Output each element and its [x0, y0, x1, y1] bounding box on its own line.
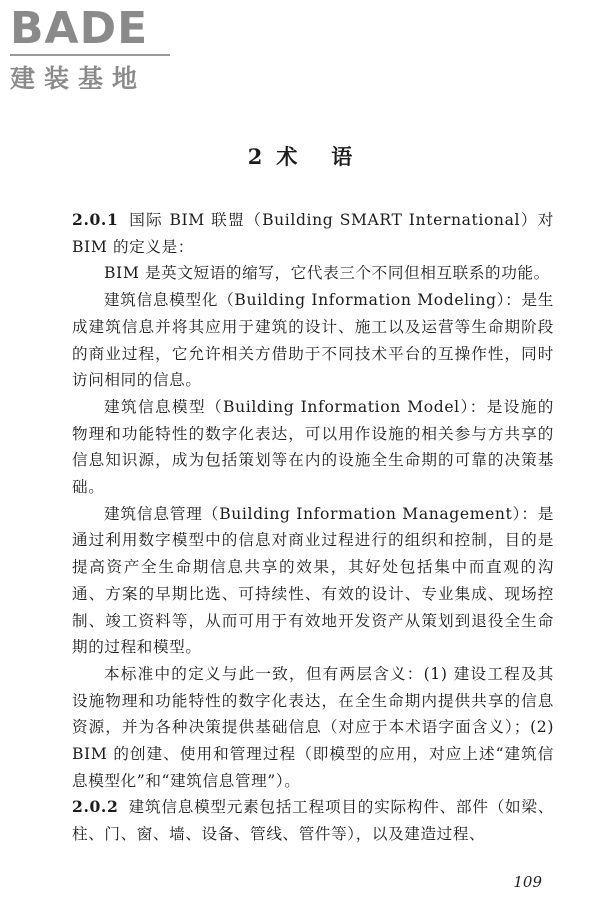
paragraph: 本标准中的定义与此一致，但有两层含义：(1) 建设工程及其设施物理和功能特性的数字化表达，在全生命期内提供共享的信息资源，并为各种决策提供基础信息（对应于本术语字面含义）；(2) BIM 的创建、使用和管理过程（即模型的应用，对应上述“建筑信息模型化”和“建筑信息管理”）。 [72, 664, 554, 790]
clause-number: 2.0.1 [72, 210, 119, 229]
logo-wordmark: BADE [10, 3, 149, 54]
paragraph: BIM 是英文短语的缩写，它代表三个不同但相互联系的功能。 [104, 264, 550, 283]
paragraph: 建筑信息模型（Building Information Model）：是设施的物理和功能特性的数字化表达，可以用作设施的相关参与方共享的信息知识源，成为包括策划等在内的设施全生命期的可靠的决策基础。 [72, 397, 554, 497]
clause-2-0-1 [72, 207, 554, 260]
logo-subtitle: 建装基地 [10, 64, 147, 93]
publisher-logo [10, 3, 180, 95]
clause-text: 国际 BIM 联盟（Building SMART International）对 BIM 的定义是： [72, 211, 554, 256]
clause-2-0-2 [72, 794, 554, 847]
clause-number: 2.0.2 [72, 797, 119, 817]
page-number: 109 [513, 873, 542, 891]
paragraph: 建筑信息模型化（Building Information Modeling）：是生成建筑信息并将其应用于建筑的设计、施工以及运营等生命期阶段的商业过程，它允许相关方借助于不同技术平台的互操作性，同时访问相同的信息。 [72, 291, 554, 390]
chapter-title: 术语 [276, 144, 387, 169]
chapter-heading [0, 141, 600, 171]
chapter-number: 2 [247, 144, 263, 169]
logo-divider [10, 54, 170, 56]
paragraph: 建筑信息管理（Building Information Management）：是通过利用数字模型中的信息对商业过程进行的组织和控制，目的是提高资产全生命期信息共享的效果，其好处包括集中而直观的沟通、方案的早期比选、可持续性、有效的设计、专业集成、现场控制、竣工资料等，从而可用于有效地开发资产从策划到退役全生命期的过程和模型。 [72, 504, 554, 657]
clause-text: 建筑信息模型元素包括工程项目的实际构件、部件（如梁、柱、门、窗、墙、设备、管线、管件等），以及建造过程、 [72, 798, 554, 844]
body-text [72, 207, 554, 848]
